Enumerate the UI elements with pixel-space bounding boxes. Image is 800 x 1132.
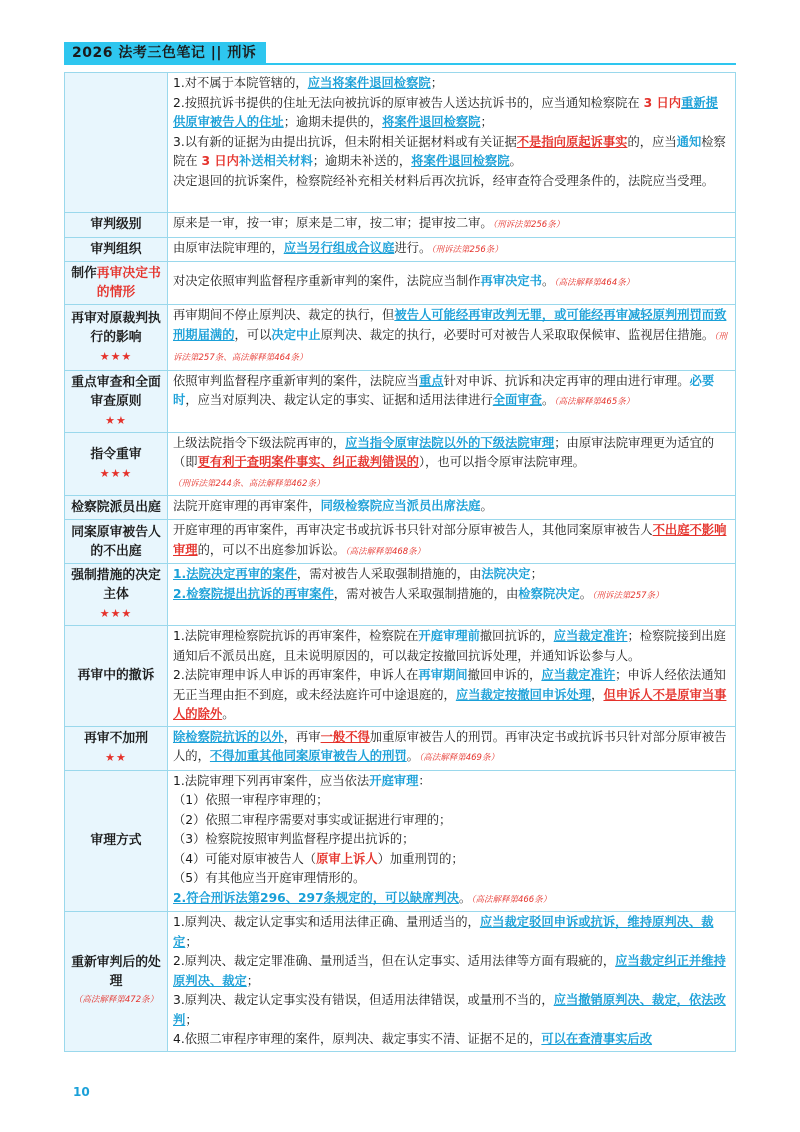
row-label-cell: [65, 432, 168, 496]
header-title: 2026 法考三色笔记 || 刑诉: [64, 42, 266, 64]
law-reference: （刑诉法第256条）: [431, 244, 503, 255]
red-highlight: 更有利于查明案件事实、纠正裁判错误的: [197, 455, 419, 469]
table-row: [65, 520, 736, 564]
text: 。: [406, 749, 419, 763]
text: 依照审判监督程序重新审判的案件，法院应当: [173, 373, 419, 388]
text: 。: [541, 393, 555, 407]
law-reference: （高法解释第464条）: [554, 278, 635, 289]
text: 1.法院审理检察院抗诉的再审案件，检察院在: [173, 629, 419, 643]
row-content: [168, 496, 736, 520]
law-reference: （高法解释第465条）: [554, 397, 635, 407]
importance-stars: ★★★: [99, 466, 133, 480]
row-content: [168, 626, 736, 727]
importance-stars: ★★★: [99, 349, 133, 363]
text: ；: [530, 567, 543, 581]
red-highlight: 原审上诉人: [316, 851, 378, 866]
highlight: 2.符合刑诉法第296、297条规定的，可以缺席判决: [173, 890, 459, 905]
row-content: [168, 564, 736, 626]
highlight: 应当裁定准许: [553, 629, 628, 643]
text: 开庭审理的再审案件，再审决定书或抗诉书只针对部分原审被告人，其他同案原审被告人: [173, 523, 653, 537]
highlight: 同级检察院应当派员出席法庭: [320, 499, 481, 513]
highlight: 将案件退回检察院: [411, 154, 510, 168]
row-label: 再审不加刑: [84, 731, 148, 746]
text: 原判决、裁定的执行，必要时可对被告人采取取保候审、监视居住措施。: [320, 327, 715, 342]
text: ；申诉人经依法通知无正当理由拒不到庭，或未经法庭许可中途退庭的，: [173, 668, 726, 702]
highlight: 被告人可能经再审改判无罪，或可能经再审减轻原判刑罚而致刑期届满的: [173, 308, 727, 342]
text: ）加重刑罚的；: [377, 851, 464, 866]
text: 。: [541, 274, 555, 289]
highlight: 开庭审理前: [418, 629, 480, 643]
highlight: 应当指令原审法院以外的下级法院审理: [345, 435, 555, 450]
highlight: 应当撤销原判决、裁定，依法改判: [173, 993, 726, 1027]
highlight: 应当裁定驳回申诉或抗诉，维持原判决、裁定: [173, 915, 714, 949]
text: 。: [509, 154, 522, 168]
list-item: （3）检察院按照审判监督程序提出抗诉的；: [173, 832, 415, 846]
row-label-cell: [65, 370, 168, 432]
text: 2.按照抗诉书提供的住址无法向被抗诉的原审被告人送达抗诉书的，应当通知检察院在: [173, 95, 644, 110]
row-label-cell: [65, 305, 168, 371]
highlight: 必要时: [173, 373, 715, 407]
text: ；由原审法院审理更为适宜的（即: [173, 435, 715, 469]
text: ；: [246, 973, 260, 988]
law-reference: （高法解释第469条）: [418, 753, 499, 763]
row-label: 再审中的撤诉: [65, 626, 168, 727]
highlight: 应当裁定准许: [541, 668, 616, 682]
highlight: 补送相关材料: [238, 154, 313, 168]
text: 法院开庭审理的再审案件，: [173, 499, 321, 513]
text: ，: [591, 687, 604, 702]
header-divider: [64, 63, 736, 65]
law-reference: （刑诉法第257条）: [592, 590, 664, 601]
row-content: [168, 73, 736, 213]
row-content: [168, 305, 736, 371]
text: 2.原判决、裁定定罪准确、量刑适当，但在认定事实、适用法律等方面有瑕疵的，: [173, 954, 616, 968]
row-content: [168, 520, 736, 564]
row-label-cell: [65, 564, 168, 626]
table-row: [65, 73, 736, 213]
list-item: （2）依照二审程序需要对事实或证据进行审理的；: [173, 812, 452, 827]
text: 3.原判决、裁定认定事实没有错误，但适用法律错误，或量刑不当的，: [173, 993, 554, 1007]
highlight: 应当裁定纠正并维持原判决、裁定: [173, 954, 726, 988]
text: ；: [430, 76, 443, 90]
text: 1.对不属于本院管辖的，: [173, 76, 308, 90]
row-content: [168, 237, 736, 262]
text: ；检察院接到出庭通知后不派员出庭，且未说明原因的，可以裁定按撤回抗诉处理，并通知诉讼参与人。: [173, 629, 726, 663]
table-row: [65, 305, 736, 371]
text: 1.法院审理下列再审案件，应当依法: [173, 773, 370, 788]
highlight: 检察院决定: [518, 586, 580, 601]
text: ，需对被告人采取强制措施的，由: [296, 567, 482, 581]
red-highlight: 不是指向原起诉事实: [516, 134, 628, 149]
text: 。: [222, 707, 235, 721]
text: 针对申诉、抗诉和决定再审的理由进行审理。: [443, 373, 690, 388]
text: ；逾期未提供的，: [283, 115, 383, 129]
row-content: [168, 213, 736, 238]
text: 。: [480, 499, 493, 513]
row-label-cell: [65, 912, 168, 1052]
table-row: [65, 496, 736, 520]
text: 4.依照二审程序审理的案件，原判决、裁定事实不清、证据不足的，: [173, 1032, 542, 1046]
text: 原来是一审，按一审；原来是二审，按二审；提审按二审。: [173, 216, 493, 230]
list-item: （4）可能对原审被告人（: [173, 851, 317, 866]
highlight: 应当另行组成合议庭: [283, 240, 395, 255]
text: ：: [418, 773, 431, 788]
text: 加重原审被告人的刑罚。再审决定书或抗诉书只针对部分原审被告人的，: [173, 729, 727, 763]
row-label: 指令重审: [90, 446, 142, 462]
highlight: 再审期间: [418, 668, 468, 682]
row-label: 重新审判后的处理: [71, 954, 161, 989]
highlight: 决定中止: [271, 327, 321, 342]
red-highlight: 3 日内: [643, 95, 682, 110]
red-highlight: 但申诉人不是原审当事人的除外: [173, 687, 727, 721]
highlight: 重新提供原审被告人的住址: [173, 95, 718, 129]
text: 。: [579, 586, 593, 601]
highlight: 将案件退回检察院: [382, 115, 481, 129]
text: 撤回抗诉的，: [479, 629, 554, 643]
text: ），也可以指令原审法院审理。: [418, 455, 585, 469]
list-item: （1）依照一审程序审理的；: [173, 793, 329, 807]
text: 进行。: [394, 240, 432, 255]
law-reference: （高法解释第466条）: [471, 894, 552, 905]
highlight: 通知: [676, 134, 702, 149]
text: 2.法院审理申诉人申诉的再审案件，申诉人在: [173, 668, 419, 682]
table-row: [65, 262, 736, 305]
importance-stars: ★★★: [99, 607, 133, 620]
row-label: 审判组织: [65, 237, 168, 262]
law-reference: （刑诉法第257条、高法解释第464条）: [173, 331, 727, 363]
text: 再审期间不停止原判决、裁定的执行，但: [173, 308, 395, 322]
text: 的，可以不出庭参加诉讼。: [197, 542, 346, 557]
law-reference: （刑诉法第244条、高法解释第462条）: [173, 478, 325, 489]
page-header: [64, 42, 736, 64]
table-row: [65, 237, 736, 262]
text: 3.以有新的证据为由提出抗诉，但未附相关证据材料或有关证据: [173, 134, 517, 149]
red-highlight: 不出庭不影响审理: [173, 523, 727, 557]
text: 。: [458, 890, 472, 905]
text: 1.原判决、裁定认定事实和适用法律正确、量刑适当的，: [173, 915, 480, 929]
row-label: 同案原审被告人的不出庭: [65, 520, 168, 564]
row-label: 重点审查和全面审查原则: [71, 374, 161, 409]
importance-stars: ★★: [105, 751, 127, 764]
row-label: 审判级别: [65, 213, 168, 238]
highlight: 除检察院抗诉的以外: [173, 729, 284, 744]
table-row: [65, 770, 736, 912]
row-content: [168, 912, 736, 1052]
text: ，需对被告人采取强制措施的，由: [333, 586, 519, 601]
importance-stars: ★★: [105, 413, 127, 427]
row-label: 强制措施的决定主体: [71, 568, 161, 602]
text: ，再审: [283, 729, 321, 744]
highlight: 2.检察院提出抗诉的再审案件: [173, 586, 334, 601]
text: ；: [185, 934, 198, 949]
text: 对决定依照审判监督程序重新审判的案件，法院应当制作: [173, 274, 481, 289]
row-label-cell: [65, 262, 168, 305]
highlight: 开庭审理: [369, 773, 419, 788]
list-item: （5）有其他应当开庭审理情形的。: [173, 871, 366, 885]
table-row: [65, 726, 736, 770]
law-reference: （刑诉法第256条）: [492, 220, 565, 230]
text: ，应当对原判决、裁定认定的事实、证据和适用法律进行: [185, 393, 493, 407]
text: 的，应当: [627, 134, 677, 149]
highlight: 法院决定: [481, 567, 531, 581]
row-label: 制作: [71, 266, 97, 281]
highlight: 1.法院决定再审的案件: [173, 567, 297, 581]
page-number: 10: [73, 1085, 90, 1099]
highlight: 全面审查: [492, 393, 542, 407]
highlight: 应当将案件退回检察院: [307, 76, 431, 90]
row-content: [168, 432, 736, 496]
row-label: 审理方式: [65, 770, 168, 912]
text: 检察院在: [173, 134, 726, 168]
row-label-highlight: 再审决定书的情形: [96, 266, 161, 300]
table-row: [65, 370, 736, 432]
red-highlight: 3 日内: [201, 154, 239, 168]
row-content: [168, 770, 736, 912]
highlight: 再审决定书: [480, 274, 542, 289]
row-label-cell: [65, 726, 168, 770]
row-label: 检察院派员出庭: [65, 496, 168, 520]
text: ；: [185, 1012, 198, 1027]
notes-table: [64, 72, 736, 1052]
table-row: [65, 213, 736, 238]
row-label: 再审对原裁判执行的影响: [71, 310, 161, 345]
highlight: 可以在查清事实后改: [541, 1032, 653, 1046]
row-label-cell: [65, 73, 168, 213]
table-row: [65, 432, 736, 496]
law-reference: （高法解释第472条）: [73, 994, 159, 1005]
text: 撤回申诉的，: [467, 668, 542, 682]
law-reference: （高法解释第468条）: [345, 546, 426, 557]
text: 决定退回的抗诉案件，检察院经补充相关材料后再次抗诉，经审查符合受理条件的，法院应当受理。: [173, 173, 715, 188]
row-content: [168, 370, 736, 432]
text: 上级法院指令下级法院再审的，: [173, 435, 346, 450]
row-content: [168, 726, 736, 770]
text: 由原审法院审理的，: [173, 240, 284, 255]
text: ；: [480, 115, 493, 129]
highlight: 应当裁定按撤回申诉处理: [455, 687, 592, 702]
text: ；逾期未补送的，: [312, 154, 412, 168]
table-row: [65, 912, 736, 1052]
text: ，可以: [234, 327, 272, 342]
highlight: 不得加重其他同案原审被告人的刑罚: [209, 749, 407, 763]
red-highlight: 一般不得: [320, 729, 370, 744]
table-row: [65, 626, 736, 727]
highlight: 重点: [418, 373, 444, 388]
table-row: [65, 564, 736, 626]
row-content: [168, 262, 736, 305]
